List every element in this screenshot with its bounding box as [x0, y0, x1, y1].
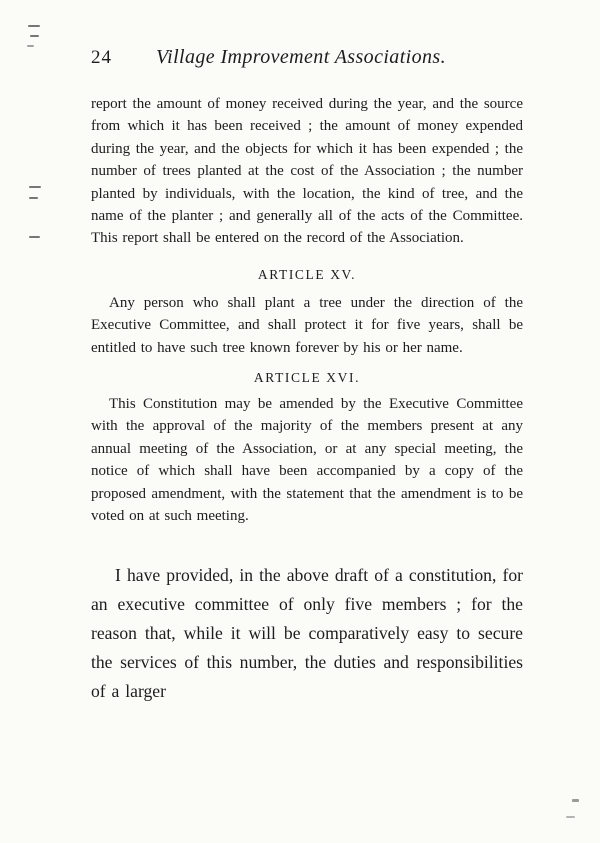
- article-xv-heading: ARTICLE XV.: [257, 266, 357, 282]
- scan-artifact: [30, 35, 39, 37]
- article-xv-paragraph: Any person who shall plant a tree under the direction of the Executive Committee, and shall protect it for five years, shall be entitled to have such tree known forever by his or her name.: [91, 294, 523, 356]
- closing-paragraph: I have provided, in the above draft of a constitution, for an executive committee of only five members ; for the reason that, while it will be comparatively easy to secure the services of this number, the duties and responsibilities of a larger: [91, 564, 523, 701]
- scan-artifact: [29, 236, 40, 238]
- paragraph-continuation: report the amount of money received during the year, and the source from which it has been received ; the amount of money expended during the year, and the objects for which it has been expended ; the number of trees planted at the cost of the Association ; the number planted by individuals, with the location, the kind of tree, and the name of the planter ; and generally all of the acts of the Committee. This report shall be entered on the record of the Association.: [91, 96, 523, 247]
- scan-artifact: [28, 25, 40, 27]
- scan-artifact: [27, 45, 34, 47]
- article-xvi-paragraph: This Constitution may be amended by the Executive Committee with the approval of the majority of the members present at any annual meeting of the Association, or at any special meeting, the notice of which shall have been accompanied by a copy of the proposed amendment, with the statement that the amendment is to be voted on at such meeting.: [91, 396, 523, 525]
- page-number: 24: [91, 47, 112, 68]
- scan-artifact: [572, 799, 579, 802]
- page-title: Village Improvement Associations.: [156, 46, 447, 68]
- scan-artifact: [29, 197, 38, 199]
- text-block: [91, 46, 523, 706]
- scan-artifact: [566, 816, 575, 818]
- running-head: [91, 46, 523, 69]
- scan-artifact: [29, 186, 41, 188]
- article-xvi-heading: ARTICLE XVI.: [253, 370, 361, 386]
- page-body: [91, 93, 523, 706]
